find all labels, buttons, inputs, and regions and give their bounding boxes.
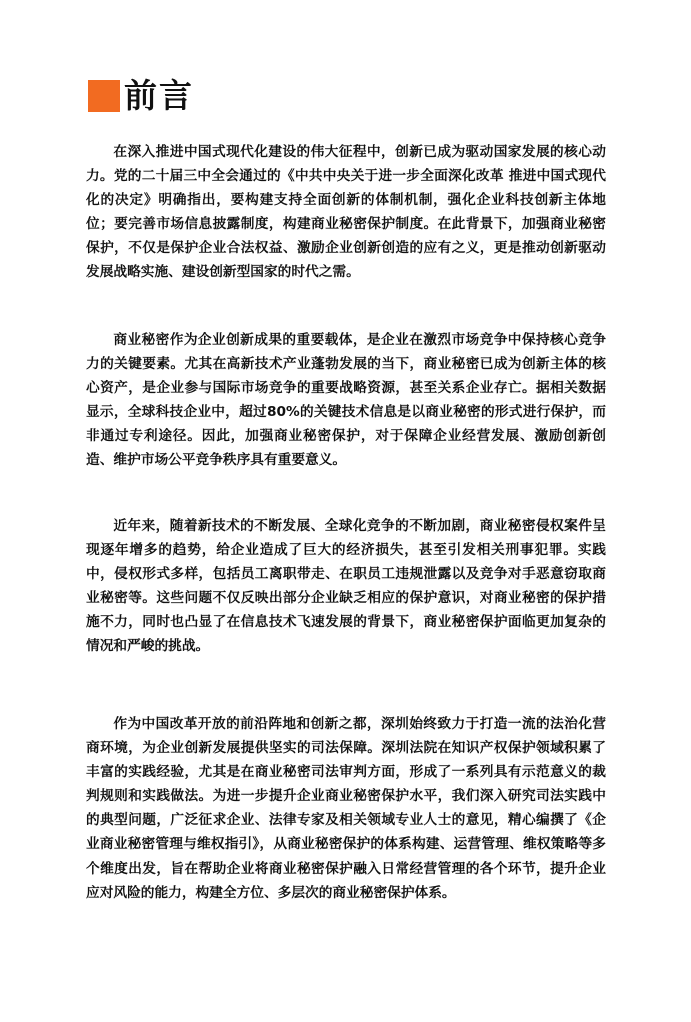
section-heading — [88, 76, 194, 116]
paragraph-4: 作为中国改革开放的前沿阵地和创新之都，深圳始终致力于打造一流的法治化营商环境，为企业创新发展提供坚实的司法保障。深圳法院在知识产权保护领域积累了丰富的实践经验，尤其是在商业秘密司法审判方面，形成了一系列具有示范意义的裁判规则和实践做法。为进一步提升企业商业秘密保护水平，我们深入研究司法实践中的典型问题，广泛征求企业、法律专家及相关领域专业人士的意见，精心编撰了《企业商业秘密管理与维权指引》，从商业秘密保护的体系构建、运营管理、维权策略等多个维度出发，旨在帮助企业将商业秘密保护融入日常经营管理的各个环节，提升企业应对风险的能力，构建全方位、多层次的商业秘密保护体系。 — [86, 716, 606, 901]
page-title: 前言 — [124, 76, 194, 115]
paragraph-1: 在深入推进中国式现代化建设的伟大征程中，创新已成为驱动国家发展的核心动力。党的二十届三中全会通过的《中共中央关于进一步全面深化改革 推进中国式现代化的决定》明确指出，要构建支持全面创新的体制机制，强化企业科技创新主体地位；要完善市场信息披露制度，构建商业秘密保护制度。在此背景下，加强商业秘密保护，不仅是保护企业合法权益、激励企业创新创造的应有之义，更是推动创新驱动发展战略实施、建设创新型国家的时代之需。 — [86, 144, 606, 281]
paragraph-3: 近年来，随着新技术的不断发展、全球化竞争的不断加剧，商业秘密侵权案件呈现逐年增多的趋势，给企业造成了巨大的经济损失，甚至引发相关刑事犯罪。实践中，侵权形式多样，包括员工离职带走、在职员工违规泄露以及竞争对手恶意窃取商业秘密等。这些问题不仅反映出部分企业缺乏相应的保护意识，对商业秘密的保护措施不力，同时也凸显了在信息技术飞速发展的背景下，商业秘密保护面临更加复杂的情况和严峻的挑战。 — [86, 518, 606, 655]
paragraph-2: 商业秘密作为企业创新成果的重要载体，是企业在激烈市场竞争中保持核心竞争力的关键要素。尤其在高新技术产业蓬勃发展的当下，商业秘密已成为创新主体的核心资产，是企业参与国际市场竞争的重要战略资源，甚至关系企业存亡。据相关数据显示，全球科技企业中，超过80%的关键技术信息是以商业秘密的形式进行保护，而非通过专利途径。因此，加强商业秘密保护，对于保障企业经营发展、激励创新创造、维护市场公平竞争秩序具有重要意义。 — [86, 332, 606, 469]
heading-accent-square — [88, 80, 120, 112]
